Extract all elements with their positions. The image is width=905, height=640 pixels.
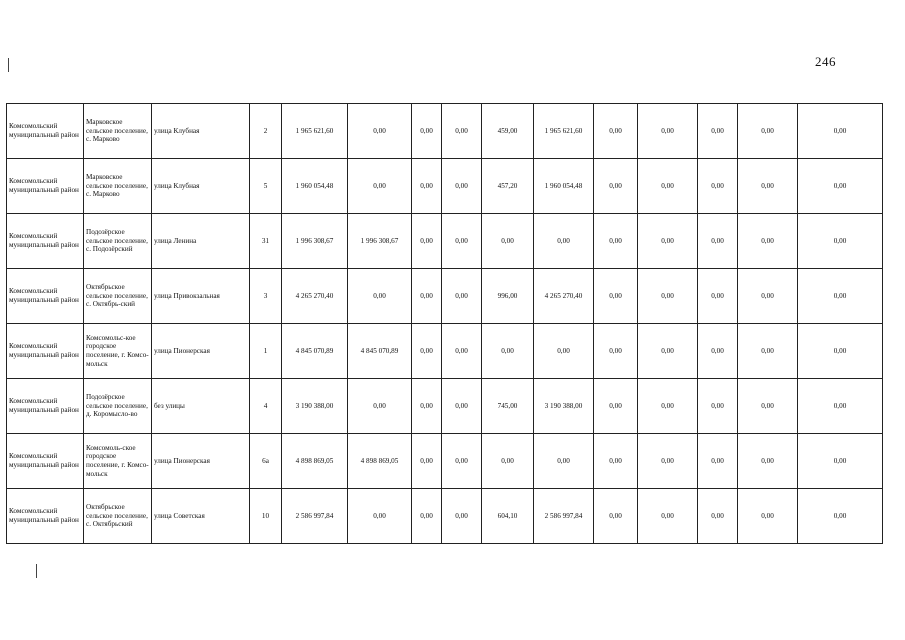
amount-cell: 0,00 (638, 104, 698, 159)
area-cell: 0,00 (482, 434, 534, 489)
area-cell: 996,00 (482, 269, 534, 324)
amount-cell: 0,00 (798, 104, 883, 159)
amount-cell: 0,00 (638, 214, 698, 269)
amount-cell: 0,00 (594, 104, 638, 159)
amount-cell: 0,00 (412, 379, 442, 434)
amount-cell: 0,00 (412, 159, 442, 214)
amount-cell: 0,00 (442, 159, 482, 214)
street-cell: улица Пионерская (152, 434, 250, 489)
amount-cell: 0,00 (348, 379, 412, 434)
amount-cell: 0,00 (798, 324, 883, 379)
table-row (7, 159, 883, 214)
amount-cell: 0,00 (412, 214, 442, 269)
amount-cell: 0,00 (534, 324, 594, 379)
total-cost-cell: 4 845 070,89 (282, 324, 348, 379)
total-cost-cell: 1 960 054,48 (282, 159, 348, 214)
amount-cell: 0,00 (698, 324, 738, 379)
area-cell: 459,00 (482, 104, 534, 159)
settlement-cell: Марковское сельское поселение, с. Марково (84, 159, 152, 214)
settlement-cell: Октябрьское сельское поселение, с. Октябрьский (84, 489, 152, 544)
amount-cell: 2 586 997,84 (534, 489, 594, 544)
amount-cell: 0,00 (698, 379, 738, 434)
district-cell: Комсомольский муниципальный район (7, 214, 84, 269)
district-cell: Комсомольский муниципальный район (7, 269, 84, 324)
area-cell: 0,00 (482, 324, 534, 379)
settlement-cell: Комсомольс-кое городское поселение, г. Комсо-мольск (84, 324, 152, 379)
table-row (7, 324, 883, 379)
total-cost-cell: 4 265 270,40 (282, 269, 348, 324)
area-cell: 745,00 (482, 379, 534, 434)
amount-cell: 0,00 (638, 434, 698, 489)
street-cell: улица Клубная (152, 159, 250, 214)
house-number-cell: 1 (250, 324, 282, 379)
amount-cell: 0,00 (698, 434, 738, 489)
house-number-cell: 6а (250, 434, 282, 489)
amount-cell: 0,00 (442, 104, 482, 159)
amount-cell: 0,00 (738, 159, 798, 214)
scan-margin-mark (8, 58, 9, 72)
street-cell: без улицы (152, 379, 250, 434)
table-row (7, 214, 883, 269)
page-number: 246 (815, 54, 836, 69)
amount-cell: 0,00 (738, 214, 798, 269)
house-number-cell: 4 (250, 379, 282, 434)
amount-cell: 0,00 (798, 379, 883, 434)
amount-cell: 3 190 388,00 (534, 379, 594, 434)
amount-cell: 0,00 (412, 104, 442, 159)
amount-cell: 0,00 (594, 379, 638, 434)
amount-cell: 0,00 (738, 269, 798, 324)
amount-cell: 0,00 (594, 489, 638, 544)
district-cell: Комсомольский муниципальный район (7, 379, 84, 434)
amount-cell: 0,00 (412, 489, 442, 544)
amount-cell: 0,00 (698, 104, 738, 159)
amount-cell: 0,00 (442, 489, 482, 544)
amount-cell: 0,00 (412, 324, 442, 379)
amount-cell: 0,00 (442, 269, 482, 324)
amount-cell: 0,00 (594, 269, 638, 324)
amount-cell: 0,00 (442, 434, 482, 489)
amount-cell: 1 960 054,48 (534, 159, 594, 214)
amount-cell: 0,00 (594, 434, 638, 489)
settlement-cell: Марковское сельское поселение, с. Марково (84, 104, 152, 159)
amount-cell: 1 965 621,60 (534, 104, 594, 159)
settlement-cell: Октябрьское сельское поселение, с. Октябрь-ский (84, 269, 152, 324)
table-row (7, 379, 883, 434)
amount-cell: 0,00 (348, 159, 412, 214)
house-number-cell: 31 (250, 214, 282, 269)
amount-cell: 0,00 (738, 379, 798, 434)
amount-cell: 0,00 (698, 269, 738, 324)
amount-cell: 0,00 (698, 214, 738, 269)
district-cell: Комсомольский муниципальный район (7, 324, 84, 379)
amount-cell: 0,00 (738, 434, 798, 489)
amount-cell: 0,00 (594, 214, 638, 269)
area-cell: 457,20 (482, 159, 534, 214)
district-cell: Комсомольский муниципальный район (7, 434, 84, 489)
table-row (7, 489, 883, 544)
table-row (7, 269, 883, 324)
area-cell: 604,10 (482, 489, 534, 544)
total-cost-cell: 1 965 621,60 (282, 104, 348, 159)
amount-cell: 4 845 070,89 (348, 324, 412, 379)
housing-registry-table (6, 103, 883, 544)
amount-cell: 0,00 (594, 324, 638, 379)
amount-cell: 0,00 (412, 269, 442, 324)
amount-cell: 0,00 (442, 214, 482, 269)
amount-cell: 0,00 (534, 214, 594, 269)
amount-cell: 0,00 (348, 104, 412, 159)
amount-cell: 0,00 (534, 434, 594, 489)
amount-cell: 0,00 (638, 489, 698, 544)
amount-cell: 0,00 (638, 324, 698, 379)
district-cell: Комсомольский муниципальный район (7, 159, 84, 214)
street-cell: улица Пионерская (152, 324, 250, 379)
street-cell: улица Привокзальная (152, 269, 250, 324)
settlement-cell: Комсомоль-ское городское поселение, г. Комсо-мольск (84, 434, 152, 489)
house-number-cell: 2 (250, 104, 282, 159)
street-cell: улица Советская (152, 489, 250, 544)
area-cell: 0,00 (482, 214, 534, 269)
amount-cell: 0,00 (442, 324, 482, 379)
amount-cell: 0,00 (638, 269, 698, 324)
amount-cell: 0,00 (798, 269, 883, 324)
amount-cell: 0,00 (798, 214, 883, 269)
table-row (7, 434, 883, 489)
amount-cell: 0,00 (442, 379, 482, 434)
amount-cell: 0,00 (798, 159, 883, 214)
amount-cell: 0,00 (638, 159, 698, 214)
amount-cell: 0,00 (738, 324, 798, 379)
amount-cell: 0,00 (594, 159, 638, 214)
district-cell: Комсомольский муниципальный район (7, 104, 84, 159)
table-row (7, 104, 883, 159)
settlement-cell: Подозёрское сельское поселение, с. Подозёрский (84, 214, 152, 269)
amount-cell: 0,00 (348, 269, 412, 324)
street-cell: улица Клубная (152, 104, 250, 159)
amount-cell: 0,00 (638, 379, 698, 434)
amount-cell: 0,00 (798, 434, 883, 489)
amount-cell: 0,00 (738, 104, 798, 159)
amount-cell: 0,00 (412, 434, 442, 489)
amount-cell: 4 898 869,05 (348, 434, 412, 489)
total-cost-cell: 2 586 997,84 (282, 489, 348, 544)
district-cell: Комсомольский муниципальный район (7, 489, 84, 544)
amount-cell: 0,00 (698, 489, 738, 544)
scan-margin-mark (36, 564, 37, 578)
amount-cell: 4 265 270,40 (534, 269, 594, 324)
settlement-cell: Подозёрское сельское поселение, д. Коромысло-во (84, 379, 152, 434)
amount-cell: 0,00 (698, 159, 738, 214)
street-cell: улица Ленина (152, 214, 250, 269)
total-cost-cell: 3 190 388,00 (282, 379, 348, 434)
house-number-cell: 5 (250, 159, 282, 214)
amount-cell: 1 996 308,67 (348, 214, 412, 269)
amount-cell: 0,00 (348, 489, 412, 544)
house-number-cell: 3 (250, 269, 282, 324)
amount-cell: 0,00 (798, 489, 883, 544)
amount-cell: 0,00 (738, 489, 798, 544)
total-cost-cell: 1 996 308,67 (282, 214, 348, 269)
house-number-cell: 10 (250, 489, 282, 544)
total-cost-cell: 4 898 869,05 (282, 434, 348, 489)
